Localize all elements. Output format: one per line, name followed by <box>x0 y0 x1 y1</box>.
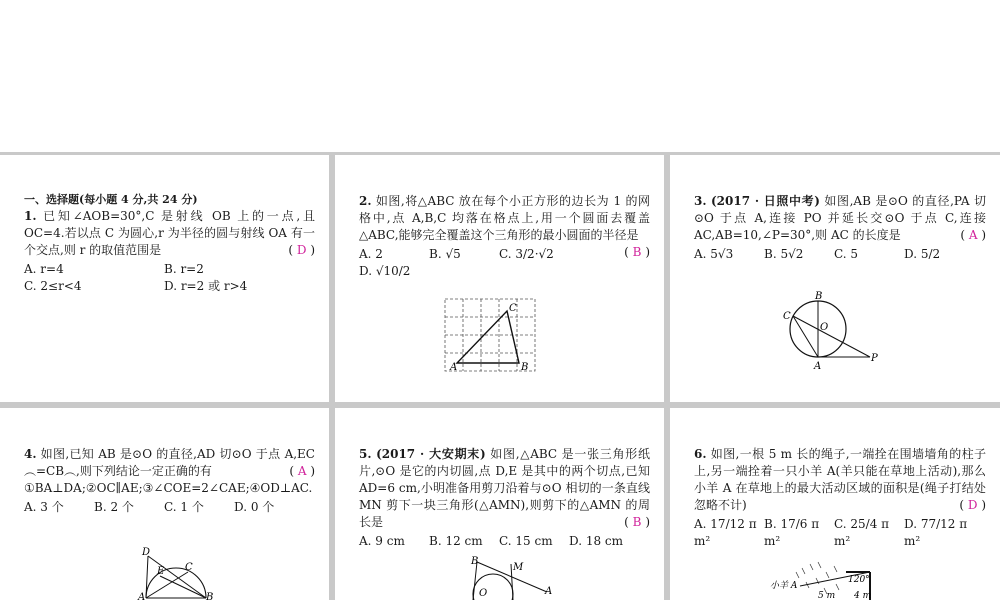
label-b: B <box>206 592 214 600</box>
circle-tangent-figure <box>778 289 878 375</box>
question-number: 3. <box>694 194 707 208</box>
incircle-figure <box>465 556 555 600</box>
answer-mark: D <box>967 498 978 512</box>
question-6-stem: 6. 如图,一根 5 m 长的绳子,一端拴在围墙墙角的柱子上,另一端拴着一只小羊 A(羊只能在草地上活动),那么小羊 A 在草地上的最大活动区域的面积是(绳子打结处忽略不计) ( D ) <box>694 447 986 512</box>
question-text: 如图,△ABC 是一张三角形纸片,⊙O 是它的内切圆,点 D,E 是其中的两个切点,已知 AD=6 cm,小明准备用剪刀沿着与⊙O 相切的一条直线 MN 剪下一块三角形(△AMN),则剪下的△AMN 的周长是 <box>359 447 650 529</box>
question-source: (2017 · 大安期末) <box>376 447 486 461</box>
option-c[interactable]: C. 15 cm <box>499 534 553 548</box>
options <box>694 246 986 263</box>
question-3-stem: 3. (2017 · 日照中考) 如图,AB 是⊙O 的直径,PA 切⊙O 于点 A,连接 PO 并延长交⊙O 于点 C,连接 AC,AB=10,∠P=30°,则 AC 的长度是 ( A ) <box>694 194 986 242</box>
option-a[interactable]: A. 17/12 π m² <box>694 517 757 548</box>
option-d[interactable]: D. 5/2 <box>904 247 941 261</box>
label-a: A <box>814 361 822 372</box>
question-text: 如图,一根 5 m 长的绳子,一端拴在围墙墙角的柱子上,另一端拴着一只小羊 A(羊只能在草地上活动),那么小羊 A 在草地上的最大活动区域的面积是(绳子打结处忽略不计) <box>694 447 986 512</box>
label-goat: 小羊 A <box>770 581 798 591</box>
question-card-4 <box>0 408 329 600</box>
semicircle-figure <box>136 546 216 600</box>
question-source: (2017 · 日照中考) <box>710 194 820 208</box>
question-5-stem: 5. (2017 · 大安期末) 如图,△ABC 是一张三角形纸片,⊙O 是它的内切圆,点 D,E 是其中的两个切点,已知 AD=6 cm,小明准备用剪刀沿着与⊙O 相切的一条直线 MN 剪下一块三角形(△AMN),则剪下的△AMN 的周长是 ( B ) <box>359 447 650 529</box>
answer-mark: D <box>296 243 307 257</box>
label-m: M <box>513 562 524 573</box>
label-b: B <box>815 291 823 302</box>
label-5m: 5 m <box>818 591 836 600</box>
label-b: B <box>471 556 479 567</box>
question-card-3 <box>670 155 1000 402</box>
label-a: A <box>450 362 458 373</box>
question-number: 6. <box>694 447 707 461</box>
label-o: O <box>479 588 488 599</box>
question-4-statements: ①BA⊥DA;②OC∥AE;③∠COE=2∠CAE;④OD⊥AC. <box>24 481 313 495</box>
answer-mark: A <box>968 228 978 242</box>
label-4m: 4 m <box>854 591 872 600</box>
question-card-2 <box>335 155 664 402</box>
option-c[interactable]: C. 25/4 π m² <box>834 517 890 548</box>
answer-mark: B <box>632 515 642 529</box>
label-a: A <box>545 586 553 597</box>
question-2-stem: 2. 如图,将△ABC 放在每个小正方形的边长为 1 的网格中,点 A,B,C 均落在格点上,用一个圆面去覆盖△ABC,能够完全覆盖这个三角形的最小圆面的半径是 ( B ) <box>359 194 650 259</box>
question-1-stem: 1. 已知∠AOB=30°,C 是射线 OB 上的一点,且 OC=4.若以点 C 为圆心,r 为半径的圆与射线 OA 有一个交点,则 r 的取值范围是 ( D ) <box>24 209 315 257</box>
question-card-1 <box>0 155 329 402</box>
option-c[interactable]: C. 5 <box>834 247 859 261</box>
label-angle: 120° <box>848 575 870 585</box>
option-d[interactable]: D. 0 个 <box>234 500 275 514</box>
question-text: 如图,已知 AB 是⊙O 的直径,AD 切⊙O 于点 A,EC︵=CB︵,则下列结论一定正确的有 <box>24 447 315 478</box>
options <box>694 516 986 550</box>
option-b[interactable]: B. 12 cm <box>429 534 483 548</box>
label-c: C <box>185 562 193 573</box>
options <box>359 533 650 550</box>
option-c[interactable]: C. 3/2·√2 <box>499 247 554 261</box>
options <box>359 246 624 280</box>
section-title: 一、选择题(每小题 4 分,共 24 分) <box>24 193 198 206</box>
question-number: 2. <box>359 194 372 208</box>
goat-wall-figure <box>766 554 896 600</box>
label-a: A <box>138 592 146 600</box>
grid-triangle-figure <box>443 297 539 373</box>
question-text: 如图,将△ABC 放在每个小正方形的边长为 1 的网格中,点 A,B,C 均落在格点上,用一个圆面去覆盖△ABC,能够完全覆盖这个三角形的最小圆面的半径是 <box>359 194 650 242</box>
options <box>24 261 315 295</box>
options <box>24 499 315 516</box>
label-e: E <box>157 566 165 577</box>
question-text: 已知∠AOB=30°,C 是射线 OB 上的一点,且 OC=4.若以点 C 为圆心,r 为半径的圆与射线 OA 有一个交点,则 r 的取值范围是 <box>24 209 315 257</box>
label-c: C <box>783 311 791 322</box>
question-number: 4. <box>24 447 37 461</box>
answer-mark: A <box>297 464 307 478</box>
option-b[interactable]: B. r=2 <box>164 262 204 276</box>
option-d[interactable]: D. r=2 或 r>4 <box>164 279 248 293</box>
option-b[interactable]: B. 17/6 π m² <box>764 517 820 548</box>
question-number: 5. <box>359 447 372 461</box>
answer-mark: B <box>632 245 642 259</box>
option-a[interactable]: A. 9 cm <box>359 534 405 548</box>
option-a[interactable]: A. r=4 <box>24 262 64 276</box>
label-b: B <box>521 362 529 373</box>
option-c[interactable]: C. 1 个 <box>164 500 204 514</box>
label-c: C <box>509 303 517 314</box>
option-a[interactable]: A. 2 <box>359 247 383 261</box>
question-card-5 <box>335 408 664 600</box>
option-d[interactable]: D. 77/12 π m² <box>904 517 968 548</box>
option-c[interactable]: C. 2≤r<4 <box>24 279 82 293</box>
label-d: D <box>142 547 151 558</box>
option-b[interactable]: B. 2 个 <box>94 500 134 514</box>
option-b[interactable]: B. √5 <box>429 247 461 261</box>
question-number: 1. <box>24 209 37 223</box>
option-d[interactable]: D. √10/2 <box>359 264 411 278</box>
option-a[interactable]: A. 3 个 <box>24 500 64 514</box>
label-p: P <box>871 353 878 364</box>
question-text: 如图,AB 是⊙O 的直径,PA 切⊙O 于点 A,连接 PO 并延长交⊙O 于点 C,连接 AC,AB=10,∠P=30°,则 AC 的长度是 <box>694 194 986 242</box>
question-4-stem: 4. 如图,已知 AB 是⊙O 的直径,AD 切⊙O 于点 A,EC︵=CB︵,则下列结论一定正确的有 ( A ) <box>24 447 315 478</box>
option-a[interactable]: A. 5√3 <box>694 247 734 261</box>
question-card-6 <box>670 408 1000 600</box>
label-o: O <box>820 322 829 333</box>
option-b[interactable]: B. 5√2 <box>764 247 804 261</box>
option-d[interactable]: D. 18 cm <box>569 534 624 548</box>
